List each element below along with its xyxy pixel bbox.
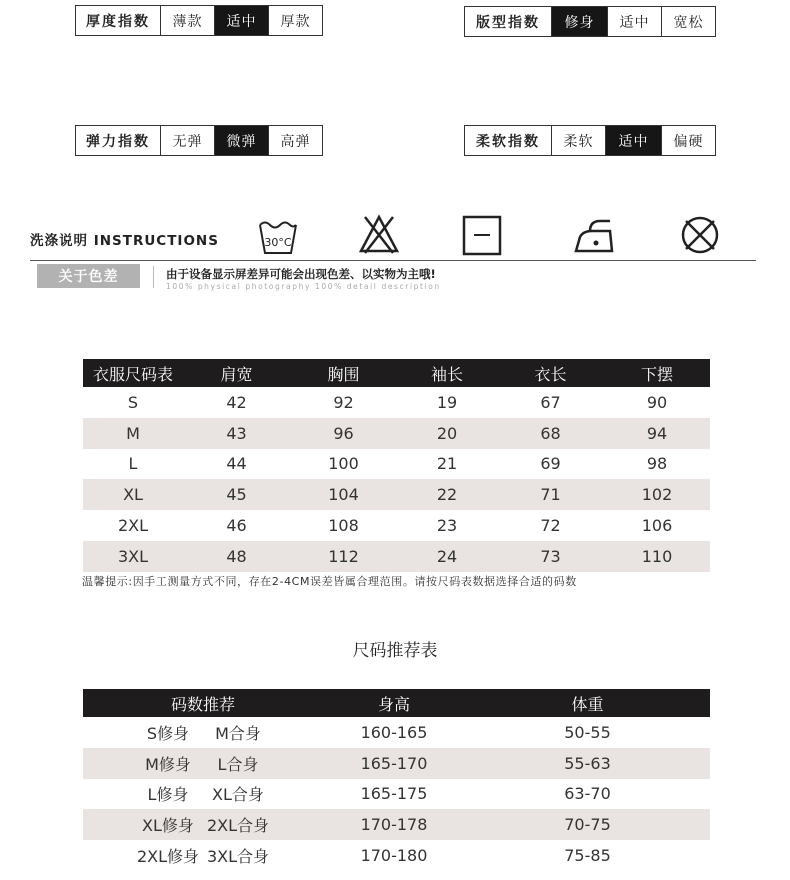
- table-cell: 98: [646, 454, 668, 474]
- table-cell: 92: [333, 392, 354, 412]
- table-cell: 22: [397, 479, 497, 510]
- slim-size: S修身: [146, 723, 190, 743]
- table-row: [83, 717, 710, 748]
- header-cell: 身高: [323, 689, 465, 717]
- no-bleach-icon: [357, 213, 401, 257]
- recommend-table-header: [83, 689, 710, 717]
- table-cell: 19: [436, 392, 458, 412]
- elasticity-option-none: 无弹: [161, 126, 215, 155]
- table-row: [83, 748, 710, 779]
- softness-option-soft: 柔软: [552, 126, 606, 155]
- fit-size: 2XL合身: [206, 816, 270, 836]
- table-cell: 71: [497, 479, 604, 510]
- table-cell: 43: [183, 418, 290, 449]
- size-table-header: [83, 359, 710, 387]
- fit-size: 3XL合身: [206, 847, 270, 867]
- table-cell: 100: [328, 454, 359, 474]
- fit-index-label: 版型指数: [465, 7, 552, 36]
- softness-index: [464, 125, 716, 156]
- table-cell: 2XL: [117, 516, 149, 536]
- table-cell: 73: [497, 541, 604, 572]
- table-cell: 23: [436, 516, 458, 536]
- table-cell: 55-63: [465, 748, 710, 779]
- table-cell: 44: [226, 454, 247, 474]
- header-cell: 衣长: [497, 359, 604, 387]
- fit-size: L合身: [217, 754, 259, 774]
- table-row: [83, 387, 710, 418]
- table-cell: 112: [290, 541, 397, 572]
- table-cell: 68: [497, 418, 604, 449]
- color-difference-subtext: 100% physical photography 100% detail description: [166, 282, 441, 291]
- table-cell: 102: [604, 479, 710, 510]
- table-cell: 46: [226, 516, 247, 536]
- table-row: [83, 541, 710, 572]
- softness-index-label: 柔软指数: [465, 126, 552, 155]
- table-cell: 90: [646, 392, 668, 412]
- recommend-title: 尺码推荐表: [352, 641, 438, 661]
- slim-size: 2XL修身: [136, 847, 200, 867]
- no-dry-clean-icon: [678, 213, 722, 257]
- elasticity-index-label: 弹力指数: [76, 126, 161, 155]
- table-cell: 67: [540, 392, 561, 412]
- table-row: [83, 840, 710, 871]
- header-cell: 袖长: [397, 359, 497, 387]
- table-cell: 160-165: [360, 722, 428, 742]
- table-cell: 170-178: [323, 809, 465, 840]
- slim-size: L修身: [147, 785, 189, 805]
- table-cell: 170-180: [360, 846, 428, 866]
- fit-size: M合身: [215, 723, 261, 743]
- table-row: [83, 418, 710, 449]
- size-recommend-cell: [83, 748, 323, 779]
- table-cell: 70-75: [465, 809, 710, 840]
- divider: [153, 266, 154, 288]
- table-cell: 45: [183, 479, 290, 510]
- table-cell: 165-170: [323, 748, 465, 779]
- table-cell: 50-55: [564, 722, 611, 742]
- table-cell: L: [128, 454, 138, 474]
- size-recommend-cell: [83, 840, 323, 871]
- thickness-option-thick: 厚款: [280, 13, 311, 30]
- table-cell: 63-70: [564, 784, 611, 804]
- softness-option-hard: 偏硬: [673, 133, 704, 150]
- table-cell: 48: [183, 541, 290, 572]
- table-cell: S: [127, 392, 139, 412]
- fit-size: XL合身: [212, 785, 264, 805]
- divider-line: [30, 260, 756, 261]
- size-recommend-table: [83, 689, 710, 871]
- table-cell: XL: [83, 479, 183, 510]
- fit-option-slim: 修身: [552, 7, 608, 36]
- header-cell: 胸围: [290, 359, 397, 387]
- header-cell: 体重: [465, 689, 710, 717]
- header-cell: 肩宽: [183, 359, 290, 387]
- header-cell: 衣服尺码表: [83, 359, 183, 387]
- table-cell: 110: [604, 541, 710, 572]
- fit-option-regular: 适中: [608, 7, 662, 36]
- table-cell: 42: [226, 392, 247, 412]
- table-cell: 75-85: [564, 846, 611, 866]
- header-cell: 下摆: [604, 359, 710, 387]
- table-cell: 165-175: [360, 784, 428, 804]
- measurement-note: 温馨提示:因手工测量方式不同，存在2-4CM误差皆属合理范围。请按尺码表数据选择合适的码数: [82, 575, 577, 588]
- size-recommend-cell: [83, 717, 323, 748]
- color-difference-badge: 关于色差: [37, 264, 140, 288]
- slim-size: M修身: [145, 754, 191, 774]
- size-recommend-cell: [83, 809, 323, 840]
- table-cell: 24: [397, 541, 497, 572]
- fit-option-loose: 宽松: [673, 14, 704, 31]
- table-row: [83, 779, 710, 810]
- iron-low-icon: [572, 213, 616, 257]
- header-cell: 码数推荐: [83, 689, 323, 717]
- table-cell: 94: [604, 418, 710, 449]
- table-cell: 104: [290, 479, 397, 510]
- elasticity-option-high: 高弹: [280, 133, 311, 150]
- table-row: [83, 809, 710, 840]
- table-row: [83, 449, 710, 480]
- thickness-option-thin: 薄款: [161, 6, 215, 35]
- table-row: [83, 479, 710, 510]
- elasticity-option-slight: 微弹: [215, 126, 269, 155]
- table-cell: M: [83, 418, 183, 449]
- fit-index: [464, 6, 716, 37]
- tumble-dry-icon: [460, 213, 504, 257]
- table-cell: 72: [540, 516, 561, 536]
- size-table: [83, 359, 710, 572]
- elasticity-index: [75, 125, 323, 156]
- table-cell: 108: [328, 516, 359, 536]
- size-recommend-cell: [83, 779, 323, 810]
- wash-30c-icon: [256, 213, 300, 257]
- table-cell: 69: [540, 454, 561, 474]
- slim-size: XL修身: [142, 816, 194, 836]
- table-cell: 96: [290, 418, 397, 449]
- table-row: [83, 510, 710, 541]
- thickness-index: [75, 5, 323, 36]
- thickness-index-label: 厚度指数: [76, 6, 161, 35]
- table-cell: 3XL: [83, 541, 183, 572]
- table-cell: 106: [641, 516, 673, 536]
- svg-text:30°C: 30°C: [264, 236, 292, 249]
- softness-option-medium: 适中: [606, 126, 662, 155]
- table-cell: 20: [397, 418, 497, 449]
- table-cell: 21: [436, 454, 458, 474]
- color-difference-text: 由于设备显示屏差异可能会出现色差、以实物为主哦!: [166, 267, 436, 281]
- washing-title: 洗涤说明 INSTRUCTIONS: [30, 233, 219, 249]
- thickness-option-medium: 适中: [215, 6, 269, 35]
